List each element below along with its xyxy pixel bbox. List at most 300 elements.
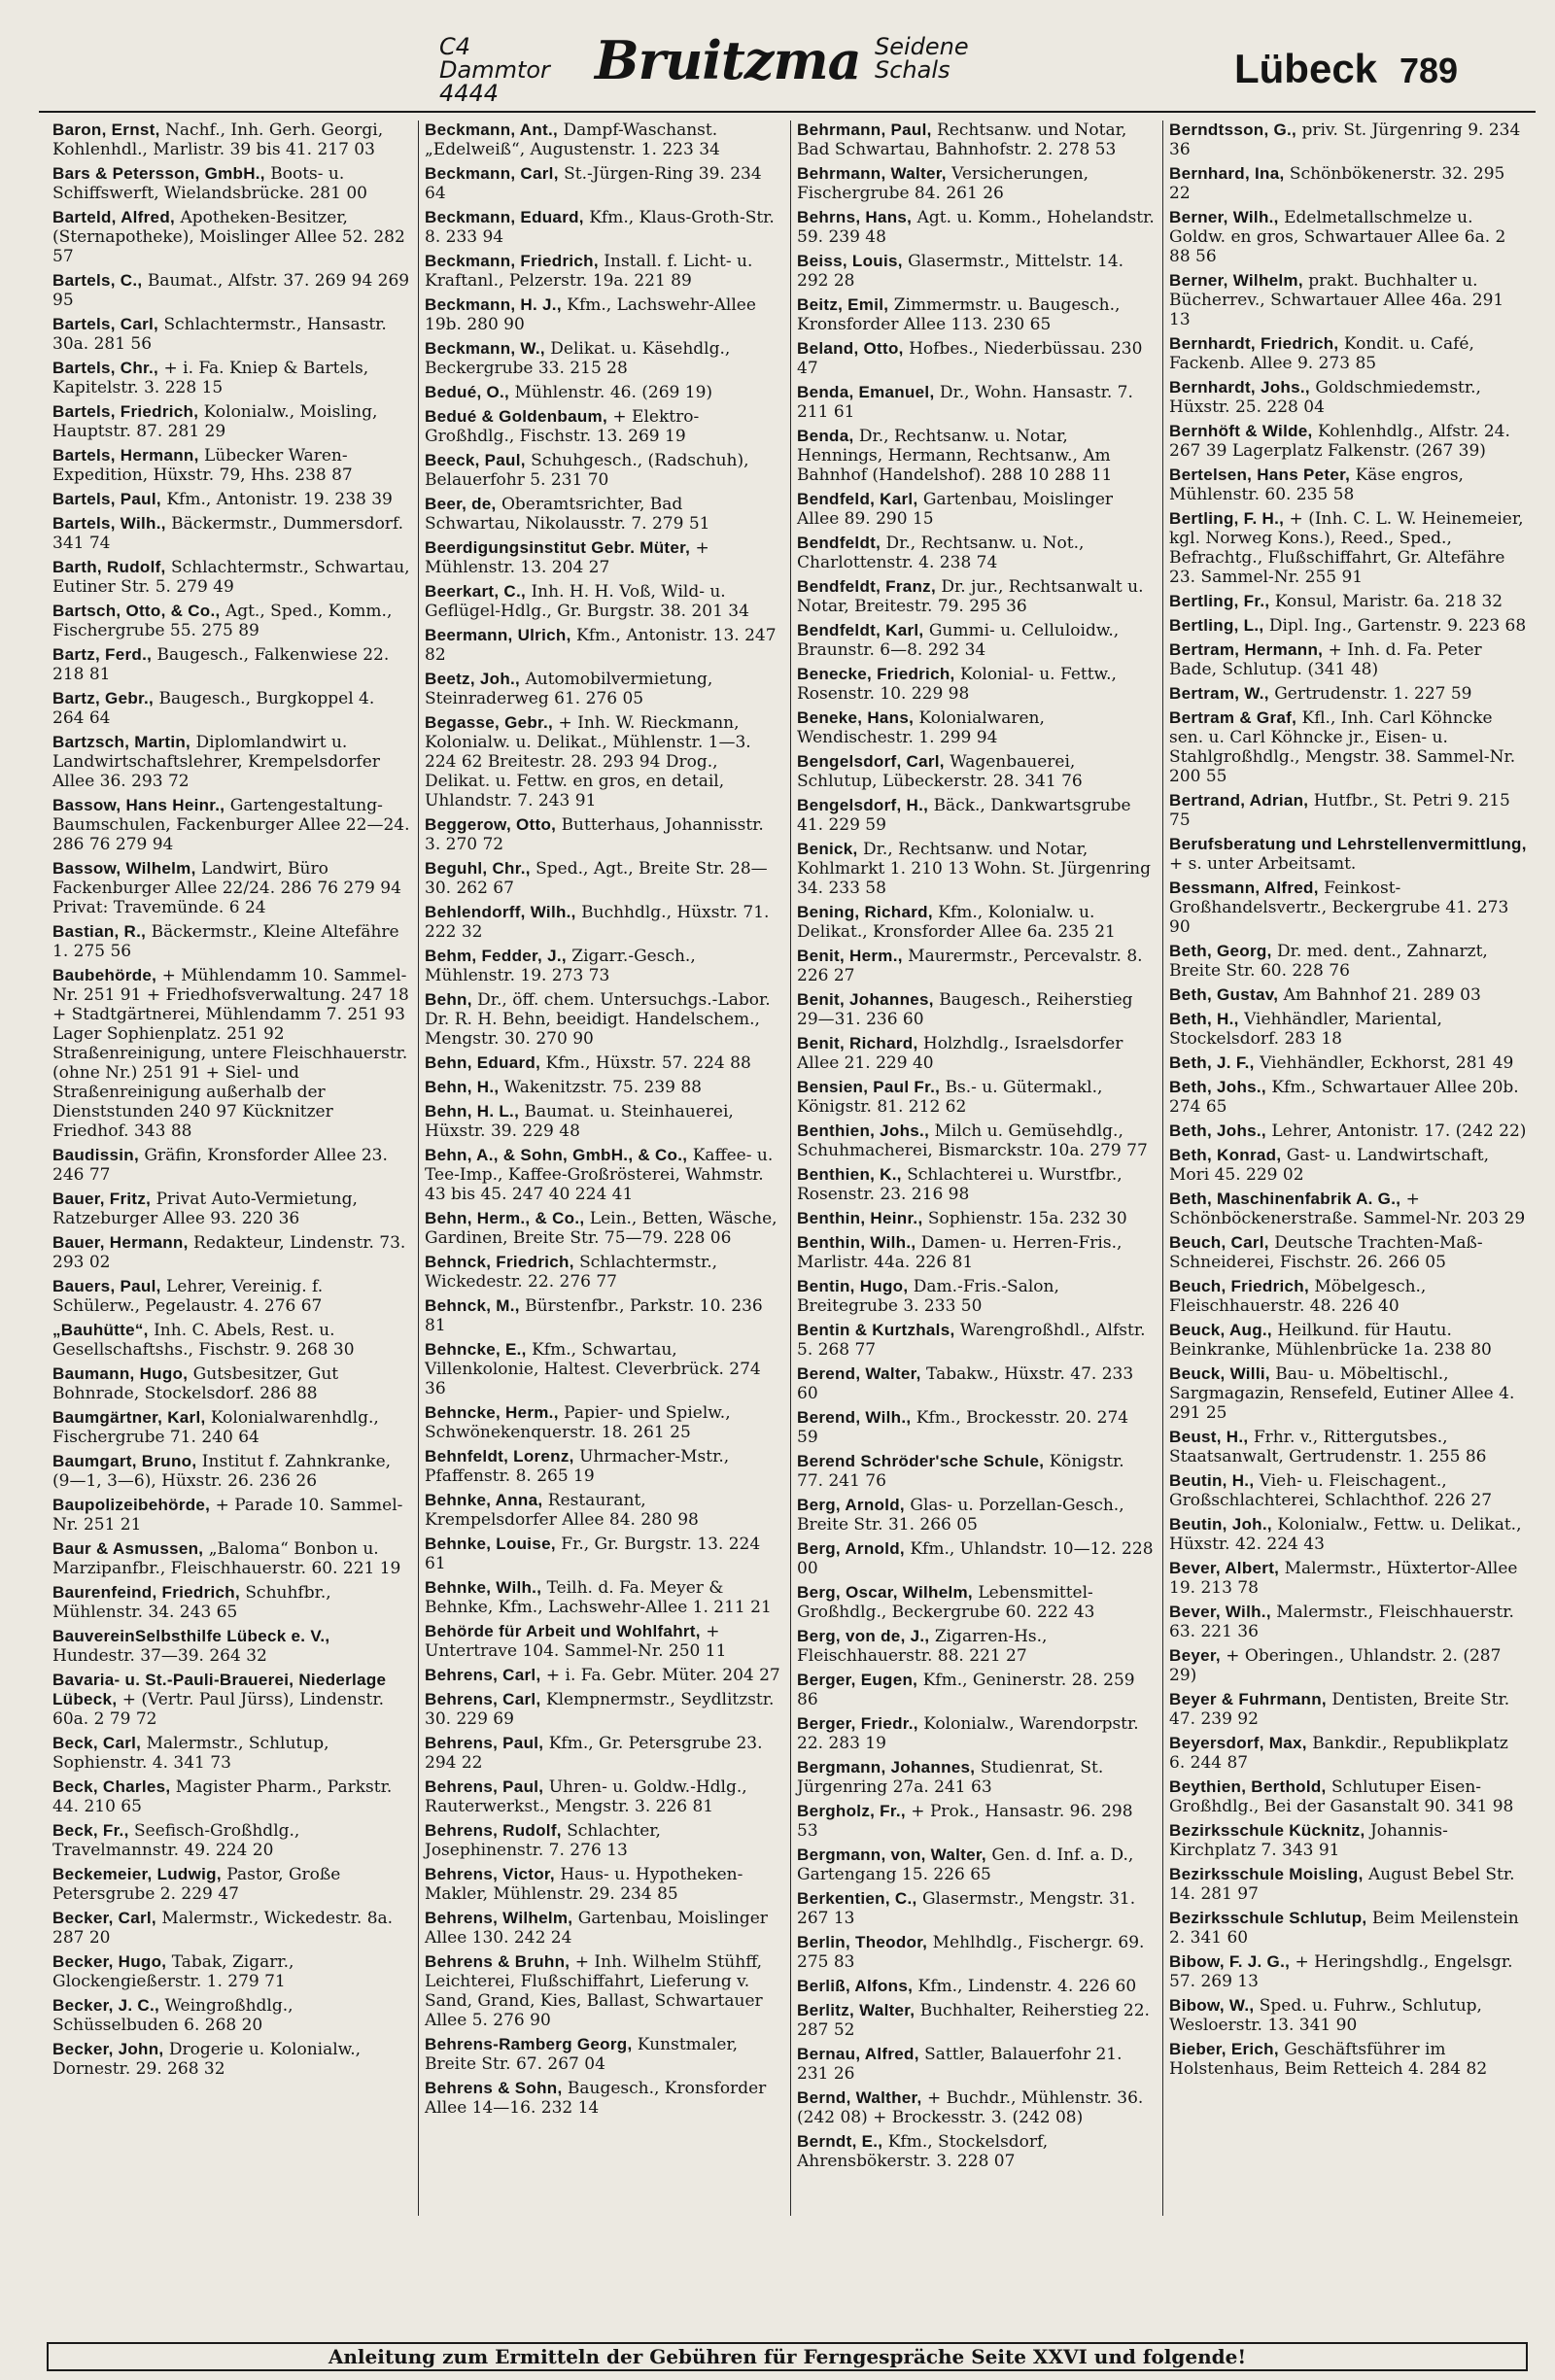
entry-details: Zigarren-Hs., Fleischhauerstr. 88. 221 27 xyxy=(797,1627,1048,1666)
entry-name: Behrmann, Walter, xyxy=(797,164,947,183)
entry-name: Behlendorff, Wilh., xyxy=(425,903,576,921)
directory-entry xyxy=(797,252,1155,291)
entry-details: Edelmetallschmelze u. Goldw. en gros, Schwartauer Allee 6a. 2 88 56 xyxy=(1169,208,1506,266)
entry-details: Baugesch., Burgkoppel 4. 264 64 xyxy=(52,689,375,728)
entry-details: Uhrmacher-Mstr., Pfaffenstr. 8. 265 19 xyxy=(425,1447,730,1486)
directory-entry xyxy=(425,1102,782,1141)
entry-details: Versicherungen, Fischergrube 84. 261 26 xyxy=(797,164,1089,203)
entry-details: + Untertrave 104. Sammel-Nr. 250 11 xyxy=(425,1622,727,1661)
entry-name: Bauer, Fritz, xyxy=(52,1190,152,1208)
entry-name: Barteld, Alfred, xyxy=(52,208,176,226)
entry-name: Behn, H., xyxy=(425,1078,500,1096)
directory-entry xyxy=(425,451,782,490)
entry-name: Bezirksschule Kücknitz, xyxy=(1169,1821,1365,1840)
entry-name: Beythien, Berthold, xyxy=(1169,1777,1327,1796)
ad-tagline xyxy=(875,35,1011,82)
directory-entry xyxy=(797,1121,1155,1160)
entry-name: Beitz, Emil, xyxy=(797,295,889,314)
entry-details: Nachf., Inh. Gerh. Georgi, Kohlenhdl., Marlistr. 39 bis 41. 217 03 xyxy=(52,121,384,159)
directory-entry xyxy=(52,514,410,553)
directory-column-1 xyxy=(47,121,419,2216)
entry-details: Bäckermstr., Dummersdorf. 341 74 xyxy=(52,514,404,553)
directory-entry xyxy=(797,1758,1155,1797)
entry-name: Bieber, Erich, xyxy=(1169,2040,1279,2058)
entry-details: + i. Fa. Kniep & Bartels, Kapitelstr. 3. 228 15 xyxy=(52,359,369,397)
directory-columns xyxy=(47,121,1536,2216)
directory-entry xyxy=(425,495,782,534)
directory-entry xyxy=(797,1889,1155,1928)
entry-details: Kfm., Schwartau, Villenkolonie, Haltest. Cleverbrück. 274 36 xyxy=(425,1340,761,1398)
entry-name: Bassow, Wilhelm, xyxy=(52,859,196,878)
entry-name: Behncke, Herm., xyxy=(425,1403,559,1422)
entry-name: Berend, Wilh., xyxy=(797,1408,912,1427)
entry-details: + Elektro-Großhdlg., Fischstr. 13. 269 19 xyxy=(425,407,700,446)
entry-details: + Inh. W. Rieckmann, Kolonialw. u. Delikat., Mühlenstr. 1—3. 224 62 Breitestr. 28. 293 94 Drog., Delikat. u. Fettw. en gros, en detail, Uhlandstr. 7. 243 91 xyxy=(425,713,751,811)
directory-entry xyxy=(1169,1146,1528,1185)
ad-location: C4 Dammtor xyxy=(439,33,550,84)
entry-details: Dr., Rechtsanw. u. Notar, Hennings, Hermann, Rechtsanw., Am Bahnhof (Handelshof). 288 10 288 11 xyxy=(797,427,1113,485)
directory-entry xyxy=(52,1865,410,1904)
directory-entry xyxy=(52,645,410,684)
entry-details: Haus- u. Hypotheken-Makler, Mühlenstr. 29. 234 85 xyxy=(425,1865,743,1904)
directory-entry xyxy=(1169,1777,1528,1816)
entry-details: Dr., Rechtsanw. u. Not., Charlottenstr. 4. 238 74 xyxy=(797,534,1085,572)
directory-entry xyxy=(797,947,1155,985)
directory-entry xyxy=(1169,1277,1528,1316)
directory-entry xyxy=(1169,466,1528,504)
entry-name: Beneke, Hans, xyxy=(797,708,915,727)
entry-details: Kfm., Geninerstr. 28. 259 86 xyxy=(797,1671,1135,1709)
entry-name: Beckmann, W., xyxy=(425,339,545,358)
entry-details: + Inh. Wilhelm Stühff, Leichterei, Flußschiffahrt, Lieferung v. Sand, Grand, Kies, Ballast, Schwartauer Allee 5. 276 90 xyxy=(425,1952,763,2030)
entry-name: Bavaria- u. St.-Pauli-Brauerei, Niederlage Lübeck, xyxy=(52,1671,387,1708)
entry-name: Beuch, Friedrich, xyxy=(1169,1277,1309,1295)
entry-name: Beck, Fr., xyxy=(52,1821,129,1840)
directory-entry xyxy=(52,602,410,640)
entry-details: Bankdir., Republikplatz 6. 244 87 xyxy=(1169,1734,1508,1773)
directory-entry xyxy=(1169,2040,1528,2079)
entry-name: Beerdigungsinstitut Gebr. Müter, xyxy=(425,538,691,557)
entry-details: Kolonialwarenhdlg., Fischergrube 71. 240 64 xyxy=(52,1408,379,1447)
entry-details: + s. unter Arbeitsamt. xyxy=(1169,854,1357,874)
entry-details: Damen- u. Herren-Fris., Marlistr. 44a. 226 81 xyxy=(797,1233,1123,1272)
entry-details: Baugesch., Kronsforder Allee 14—16. 232 14 xyxy=(425,2079,767,2118)
entry-name: Beetz, Joh., xyxy=(425,670,521,688)
entry-details: Dentisten, Breite Str. 47. 239 92 xyxy=(1169,1690,1510,1729)
entry-name: Bartels, C., xyxy=(52,271,143,290)
directory-entry xyxy=(797,2001,1155,2040)
entry-name: Bendfeldt, Karl, xyxy=(797,621,924,639)
entry-name: Baur & Asmussen, xyxy=(52,1539,204,1558)
directory-entry xyxy=(797,490,1155,529)
entry-name: Bergmann, von, Walter, xyxy=(797,1845,986,1864)
entry-details: Tabak, Zigarr., Glockengießerstr. 1. 279 71 xyxy=(52,1952,294,1991)
entry-name: Benthien, K., xyxy=(797,1165,902,1184)
entry-name: Begasse, Gebr., xyxy=(425,713,554,732)
directory-entry xyxy=(797,1209,1155,1228)
entry-name: Beermann, Ulrich, xyxy=(425,626,571,644)
directory-entry xyxy=(425,1777,782,1816)
entry-details: Sattler, Balauerfohr 21. 231 26 xyxy=(797,2045,1123,2084)
entry-details: Baumat. u. Steinhauerei, Hüxstr. 39. 229 48 xyxy=(425,1102,734,1141)
directory-entry xyxy=(52,1277,410,1316)
directory-entry xyxy=(425,1734,782,1773)
entry-name: Bartels, Wilh., xyxy=(52,514,166,533)
directory-entry xyxy=(52,558,410,597)
directory-entry xyxy=(1169,1471,1528,1510)
entry-details: Glas- u. Porzellan-Gesch., Breite Str. 31. 266 05 xyxy=(797,1496,1124,1535)
directory-entry xyxy=(52,1146,410,1185)
entry-name: Berufsberatung und Lehrstellenvermittlung, xyxy=(1169,835,1527,853)
entry-name: Bars & Petersson, GmbH., xyxy=(52,164,265,183)
directory-entry xyxy=(797,1452,1155,1491)
entry-details: Hutfbr., St. Petri 9. 215 75 xyxy=(1169,791,1510,830)
directory-entry xyxy=(425,1403,782,1442)
directory-entry xyxy=(425,2035,782,2074)
directory-entry xyxy=(797,990,1155,1029)
entry-name: Bartels, Hermann, xyxy=(52,446,199,465)
entry-details: Uhren- u. Goldw.-Hdlg., Rauterwerkst., Mengstr. 3. 226 81 xyxy=(425,1777,747,1816)
entry-details: Beim Meilenstein 2. 341 60 xyxy=(1169,1909,1519,1948)
directory-entry xyxy=(425,383,782,402)
entry-details: Gartenbau, Moislinger Allee 89. 290 15 xyxy=(797,490,1114,529)
entry-name: Bendfeld, Karl, xyxy=(797,490,918,508)
entry-name: Bibow, F. J. G., xyxy=(1169,1952,1291,1971)
entry-details: Bau- u. Möbeltischl., Sargmagazin, Rensefeld, Eutiner Allee 4. 291 25 xyxy=(1169,1364,1515,1423)
directory-entry xyxy=(52,1233,410,1272)
entry-name: Behnck, M., xyxy=(425,1296,520,1315)
entry-details: Gutsbesitzer, Gut Bohnrade, Stockelsdorf. 286 88 xyxy=(52,1364,339,1403)
entry-details: Bürstenfbr., Parkstr. 10. 236 81 xyxy=(425,1296,763,1335)
entry-details: Baugesch., Falkenwiese 22. 218 81 xyxy=(52,645,390,684)
entry-details: Kfm., Uhlandstr. 10—12. 228 00 xyxy=(797,1539,1154,1578)
entry-name: Benit, Herm., xyxy=(797,947,903,965)
directory-entry xyxy=(1169,1646,1528,1685)
directory-entry xyxy=(425,582,782,621)
directory-entry xyxy=(1169,1121,1528,1141)
directory-column-3 xyxy=(791,121,1163,2216)
entry-details: Zigarr.-Gesch., Mühlenstr. 19. 273 73 xyxy=(425,947,696,985)
entry-name: „Bauhütte“, xyxy=(52,1321,149,1339)
entry-details: Dr., Wohn. Hansastr. 7. 211 61 xyxy=(797,383,1133,422)
entry-name: Bever, Albert, xyxy=(1169,1559,1280,1577)
directory-entry xyxy=(797,665,1155,704)
entry-details: Kohlenhdlg., Alfstr. 24. 267 39 Lagerplatz Falkenstr. (267 39) xyxy=(1169,422,1510,461)
entry-name: Berndt, E., xyxy=(797,2132,883,2151)
directory-entry xyxy=(1169,684,1528,704)
directory-entry xyxy=(797,164,1155,203)
directory-entry xyxy=(1169,1690,1528,1729)
entry-name: Baumgart, Bruno, xyxy=(52,1452,197,1470)
entry-name: Baurenfeind, Friedrich, xyxy=(52,1583,240,1602)
directory-entry xyxy=(1169,164,1528,203)
directory-column-4 xyxy=(1163,121,1536,2216)
entry-name: Baumann, Hugo, xyxy=(52,1364,189,1383)
directory-entry xyxy=(425,407,782,446)
entry-details: + Inh. d. Fa. Peter Bade, Schlutup. (341 48) xyxy=(1169,640,1482,679)
entry-details: Kfm., Lachswehr-Allee 19b. 280 90 xyxy=(425,295,756,334)
directory-entry xyxy=(52,1583,410,1622)
entry-details: Lehrer, Antonistr. 17. (242 22) xyxy=(1271,1121,1527,1141)
entry-details: Bäck., Dankwartsgrube 41. 229 59 xyxy=(797,796,1131,835)
entry-name: Beth, Maschinenfabrik A. G., xyxy=(1169,1190,1401,1208)
entry-details: Zimmermstr. u. Baugesch., Kronsforder Allee 113. 230 65 xyxy=(797,295,1121,334)
entry-name: Bauer, Hermann, xyxy=(52,1233,189,1252)
entry-name: Behrmann, Paul, xyxy=(797,121,932,139)
entry-name: Behn, xyxy=(425,990,472,1009)
entry-details: Baumat., Alfstr. 37. 269 94 269 95 xyxy=(52,271,410,310)
entry-name: Behrens, Victor, xyxy=(425,1865,555,1883)
entry-name: Bever, Wilh., xyxy=(1169,1603,1271,1621)
directory-entry xyxy=(52,271,410,310)
entry-name: Barth, Rudolf, xyxy=(52,558,166,576)
directory-entry xyxy=(797,1034,1155,1073)
entry-name: Bertling, Fr., xyxy=(1169,592,1270,610)
entry-details: Apotheken-Besitzer, (Sternapotheke), Moislinger Allee 52. 282 57 xyxy=(52,208,405,266)
directory-entry xyxy=(797,1364,1155,1403)
directory-entry xyxy=(425,670,782,708)
directory-entry xyxy=(425,1447,782,1486)
directory-entry xyxy=(425,1296,782,1335)
directory-entry xyxy=(52,859,410,917)
entry-name: Becker, Carl, xyxy=(52,1909,156,1927)
entry-details: Lein., Betten, Wäsche, Gardinen, Breite Str. 75—79. 228 06 xyxy=(425,1209,778,1248)
entry-name: Behrns, Hans, xyxy=(797,208,913,226)
directory-entry xyxy=(52,966,410,1141)
entry-name: Bedué & Goldenbaum, xyxy=(425,407,607,426)
directory-entry xyxy=(52,164,410,203)
entry-name: Bernd, Walther, xyxy=(797,2088,922,2107)
entry-details: Vieh- u. Fleischagent., Großschlachterei, Schlachthof. 226 27 xyxy=(1169,1471,1493,1510)
entry-name: Bezirksschule Moisling, xyxy=(1169,1865,1364,1883)
directory-entry xyxy=(425,1078,782,1097)
entry-name: Bertram, W., xyxy=(1169,684,1269,703)
entry-details: Buchhalter, Reiherstieg 22. 287 52 xyxy=(797,2001,1150,2040)
entry-name: Bezirksschule Schlutup, xyxy=(1169,1909,1367,1927)
entry-name: Beth, H., xyxy=(1169,1010,1239,1028)
entry-details: Malermstr., Fleischhauerstr. 63. 221 36 xyxy=(1169,1603,1514,1641)
entry-details: Malermstr., Wickedestr. 8a. 287 20 xyxy=(52,1909,394,1948)
entry-details: Fr., Gr. Burgstr. 13. 224 61 xyxy=(425,1535,761,1573)
entry-details: Landwirt, Büro Fackenburger Allee 22/24. 286 76 279 94 Privat: Travemünde. 6 24 xyxy=(52,859,401,917)
entry-name: Beguhl, Chr., xyxy=(425,859,531,878)
directory-entry xyxy=(797,1233,1155,1272)
entry-name: Beggerow, Otto, xyxy=(425,815,557,834)
entry-name: Behrens, Carl, xyxy=(425,1666,541,1684)
entry-name: Bartz, Ferd., xyxy=(52,645,153,664)
directory-entry xyxy=(797,2088,1155,2127)
entry-details: Schlachter, Josephinenstr. 7. 276 13 xyxy=(425,1821,661,1860)
entry-details: Hofbes., Niederbüssau. 230 47 xyxy=(797,339,1143,378)
entry-details: Am Bahnhof 21. 289 03 xyxy=(1283,985,1481,1005)
directory-entry xyxy=(425,1666,782,1685)
header-rule xyxy=(39,111,1536,113)
entry-name: Behrens, Paul, xyxy=(425,1734,544,1752)
entry-details: Gen. d. Inf. a. D., Gartengang 15. 226 65 xyxy=(797,1845,1134,1884)
entry-details: Studienrat, St. Jürgenring 27a. 241 63 xyxy=(797,1758,1104,1797)
entry-name: Bedué, O., xyxy=(425,383,510,401)
directory-entry xyxy=(797,295,1155,334)
directory-entry xyxy=(52,1671,410,1729)
entry-details: priv. St. Jürgenring 9. 234 36 xyxy=(1169,121,1521,159)
entry-name: Benit, Johannes, xyxy=(797,990,934,1009)
entry-details: prakt. Buchhalter u. Bücherrev., Schwartauer Allee 46a. 291 13 xyxy=(1169,271,1504,329)
entry-name: Benthin, Heinr., xyxy=(797,1209,923,1227)
entry-details: Dr., öff. chem. Untersuchgs.-Labor. Dr. R. H. Behn, beeidigt. Handelschem., Mengstr. 30. 270 90 xyxy=(425,990,771,1049)
entry-name: Beth, Gustav, xyxy=(1169,985,1279,1004)
entry-details: + Mühlenstr. 13. 204 27 xyxy=(425,538,709,577)
directory-entry xyxy=(52,1408,410,1447)
entry-details: Butterhaus, Johannisstr. 3. 270 72 xyxy=(425,815,764,854)
entry-details: Boots- u. Schiffswerft, Wielandsbrücke. 281 00 xyxy=(52,164,367,203)
entry-details: Tabakw., Hüxstr. 47. 233 60 xyxy=(797,1364,1134,1403)
directory-entry xyxy=(797,1671,1155,1709)
directory-entry xyxy=(425,713,782,811)
entry-name: Beuck, Willi, xyxy=(1169,1364,1270,1383)
entry-details: Dipl. Ing., Gartenstr. 9. 223 68 xyxy=(1268,616,1527,636)
entry-details: Agt. u. Komm., Hohelandstr. 59. 239 48 xyxy=(797,208,1155,247)
directory-entry xyxy=(52,1821,410,1860)
directory-entry xyxy=(425,538,782,577)
ad-brand-logo: Bruitzma xyxy=(595,29,861,91)
directory-entry xyxy=(52,2040,410,2079)
directory-entry xyxy=(1169,1865,1528,1904)
entry-name: Beck, Charles, xyxy=(52,1777,171,1796)
entry-name: Baupolizeibehörde, xyxy=(52,1496,211,1514)
entry-name: Beck, Carl, xyxy=(52,1734,142,1752)
entry-name: Bibow, W., xyxy=(1169,1996,1255,2015)
directory-entry xyxy=(797,621,1155,660)
directory-entry xyxy=(52,359,410,397)
entry-name: Behm, Fedder, J., xyxy=(425,947,567,965)
directory-entry xyxy=(425,1535,782,1573)
entry-details: Kolonialw., Moisling, Hauptstr. 87. 281 29 xyxy=(52,402,378,441)
directory-entry xyxy=(797,1627,1155,1666)
entry-name: Behn, H. L., xyxy=(425,1102,520,1121)
entry-details: Gräfin, Kronsforder Allee 23. 246 77 xyxy=(52,1146,388,1185)
directory-entry xyxy=(1169,1428,1528,1466)
directory-entry xyxy=(52,1734,410,1773)
entry-name: Berlin, Theodor, xyxy=(797,1933,928,1951)
entry-details: Hundestr. 37—39. 264 32 xyxy=(52,1646,267,1666)
directory-column-2 xyxy=(419,121,791,2216)
directory-entry xyxy=(52,315,410,354)
entry-name: Bartels, Friedrich, xyxy=(52,402,199,421)
entry-name: Bentin, Hugo, xyxy=(797,1277,909,1295)
entry-name: Bessmann, Alfred, xyxy=(1169,879,1319,897)
entry-details: + Oberingen., Uhlandstr. 2. (287 29) xyxy=(1169,1646,1502,1685)
entry-name: Behrens & Bruhn, xyxy=(425,1952,570,1971)
entry-details: Kfm., Hüxstr. 57. 224 88 xyxy=(545,1053,751,1073)
entry-name: Baubehörde, xyxy=(52,966,157,984)
entry-details: Inh. H. H. Voß, Wild- u. Geflügel-Hdlg., Gr. Burgstr. 38. 201 34 xyxy=(425,582,749,621)
entry-name: Berg, Arnold, xyxy=(797,1496,905,1514)
entry-name: Beust, H., xyxy=(1169,1428,1249,1446)
directory-entry xyxy=(1169,1996,1528,2035)
entry-name: Behnfeldt, Lorenz, xyxy=(425,1447,574,1466)
entry-name: Bartsch, Otto, & Co., xyxy=(52,602,221,620)
entry-name: Bartz, Gebr., xyxy=(52,689,155,707)
entry-details: Dr., Rechtsanw. und Notar, Kohlmarkt 1. 210 13 Wohn. St. Jürgenring 34. 233 58 xyxy=(797,840,1152,898)
entry-details: Viehhändler, Mariental, Stockelsdorf. 283 18 xyxy=(1169,1010,1442,1049)
directory-entry xyxy=(1169,791,1528,830)
entry-name: Bergholz, Fr., xyxy=(797,1802,906,1820)
entry-details: Agt., Sped., Komm., Fischergrube 55. 275 89 xyxy=(52,602,393,640)
entry-details: Möbelgesch., Fleischhauerstr. 48. 226 40 xyxy=(1169,1277,1427,1316)
directory-entry xyxy=(797,577,1155,616)
entry-name: Beeck, Paul, xyxy=(425,451,526,469)
directory-entry xyxy=(1169,1952,1528,1991)
entry-name: Bertram & Graf, xyxy=(1169,708,1297,727)
directory-entry xyxy=(797,534,1155,572)
entry-name: Bergmann, Johannes, xyxy=(797,1758,976,1776)
directory-entry xyxy=(1169,640,1528,679)
entry-details: + (Vertr. Paul Jürss), Lindenstr. 60a. 2 79 72 xyxy=(52,1690,384,1729)
entry-name: Beyersdorf, Max, xyxy=(1169,1734,1307,1752)
entry-name: Beland, Otto, xyxy=(797,339,904,358)
entry-name: Beckmann, H. J., xyxy=(425,295,562,314)
entry-details: Kfm., Kolonialw. u. Delikat., Kronsforder Allee 6a. 235 21 xyxy=(797,903,1116,942)
entry-name: Beckemeier, Ludwig, xyxy=(52,1865,222,1883)
entry-name: Berliß, Alfons, xyxy=(797,1977,914,1995)
entry-details: Buchhdlg., Hüxstr. 71. 222 32 xyxy=(425,903,770,942)
directory-entry xyxy=(52,689,410,728)
ad-tagline-line-1: Seidene xyxy=(875,33,969,60)
entry-details: Automobilvermietung, Steinraderweg 61. 276 05 xyxy=(425,670,713,708)
directory-entry xyxy=(52,1627,410,1666)
directory-entry xyxy=(425,903,782,942)
entry-details: Gartenbau, Moislinger Allee 130. 242 24 xyxy=(425,1909,768,1948)
entry-name: Bernhöft & Wilde, xyxy=(1169,422,1313,440)
entry-name: Behn, A., & Sohn, GmbH., & Co., xyxy=(425,1146,688,1164)
entry-name: Beckmann, Eduard, xyxy=(425,208,584,226)
directory-entry xyxy=(52,796,410,854)
entry-name: Beerkart, C., xyxy=(425,582,527,601)
entry-name: Benthien, Johs., xyxy=(797,1121,930,1140)
entry-details: + Schönböckenerstraße. Sammel-Nr. 203 29 xyxy=(1169,1190,1526,1228)
entry-name: Behrens, Carl, xyxy=(425,1690,541,1708)
directory-entry xyxy=(425,815,782,854)
directory-entry xyxy=(425,1578,782,1617)
entry-name: Behrens-Ramberg Georg, xyxy=(425,2035,633,2053)
directory-entry xyxy=(52,1452,410,1491)
directory-entry xyxy=(797,1977,1155,1996)
directory-entry xyxy=(425,1865,782,1904)
entry-name: Behrens, Paul, xyxy=(425,1777,544,1796)
entry-name: Beyer & Fuhrmann, xyxy=(1169,1690,1327,1708)
entry-details: Kolonialwaren, Wendischestr. 1. 299 94 xyxy=(797,708,1045,747)
entry-details: „Baloma“ Bonbon u. Marzipanfbr., Fleischhauerstr. 60. 221 19 xyxy=(52,1539,401,1578)
entry-name: Behrens, Wilhelm, xyxy=(425,1909,573,1927)
entry-details: Dr. med. dent., Zahnarzt, Breite Str. 60. 228 76 xyxy=(1169,942,1488,981)
directory-entry xyxy=(1169,616,1528,636)
directory-entry xyxy=(425,252,782,291)
entry-name: Behn, Herm., & Co., xyxy=(425,1209,585,1227)
directory-entry xyxy=(1169,1603,1528,1641)
entry-details: Königstr. 77. 241 76 xyxy=(797,1452,1124,1491)
directory-entry xyxy=(425,1340,782,1398)
entry-details: Delikat. u. Käsehdlg., Beckergrube 33. 215 28 xyxy=(425,339,731,378)
directory-entry xyxy=(1169,121,1528,159)
directory-entry xyxy=(425,208,782,247)
directory-entry xyxy=(52,121,410,159)
entry-details: Lübecker Waren-Expedition, Hüxstr. 79, Hhs. 238 87 xyxy=(52,446,353,485)
entry-name: Behrens, Rudolf, xyxy=(425,1821,562,1840)
directory-entry xyxy=(797,208,1155,247)
directory-entry xyxy=(797,1078,1155,1117)
entry-name: Behnck, Friedrich, xyxy=(425,1253,574,1271)
entry-details: Redakteur, Lindenstr. 73. 293 02 xyxy=(52,1233,406,1272)
